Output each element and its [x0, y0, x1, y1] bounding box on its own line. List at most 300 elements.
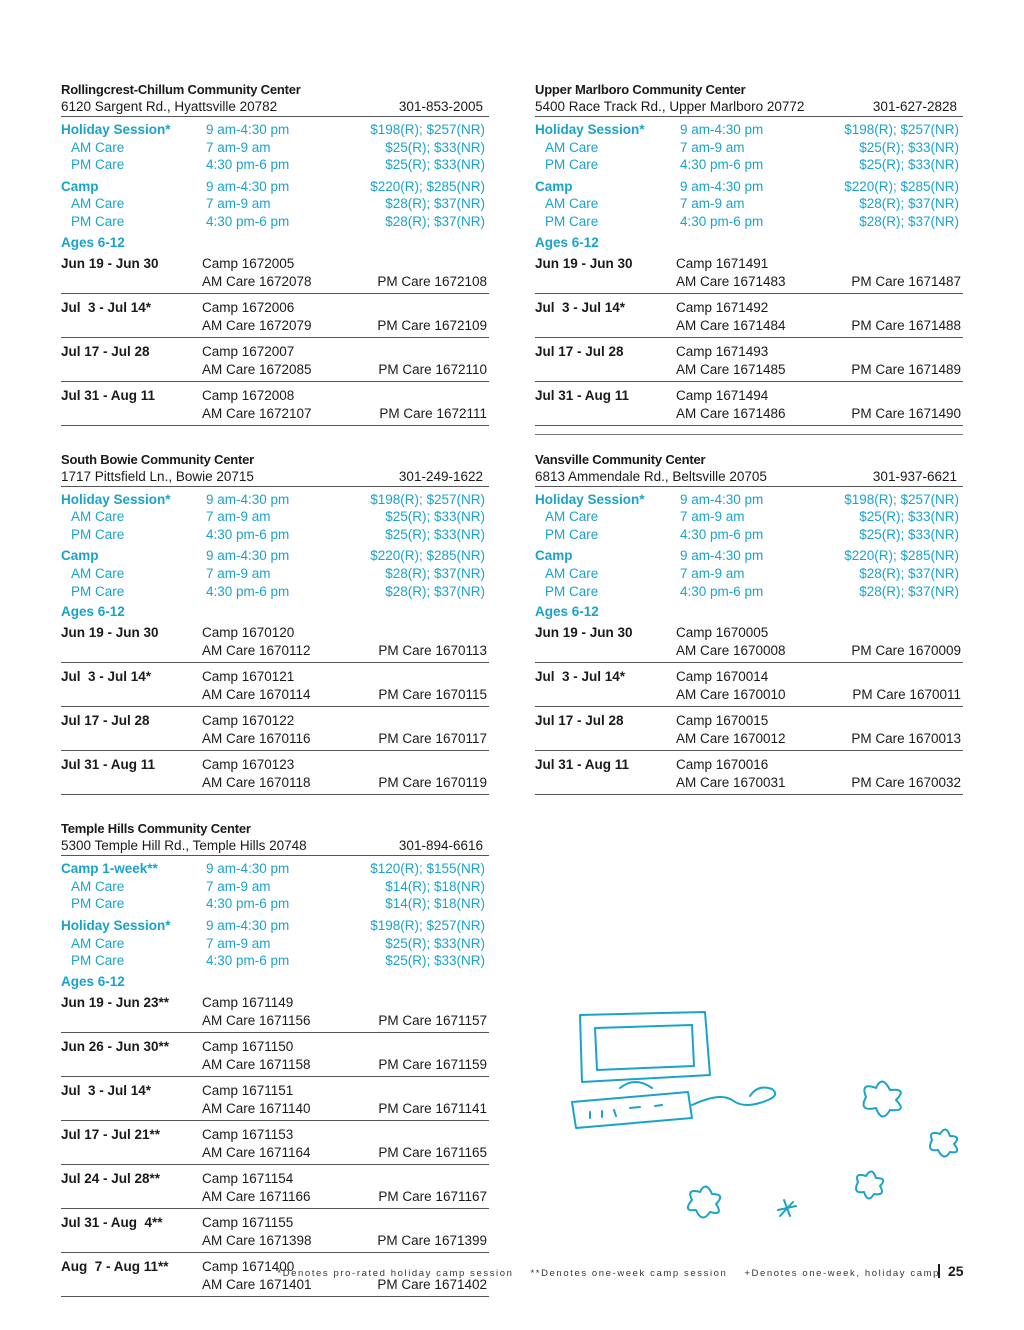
- fee-sub-price: $25(R); $33(NR): [385, 509, 485, 525]
- address-row: [535, 468, 963, 487]
- fee-subrow: [535, 195, 963, 213]
- fee-price: $198(R); $257(NR): [844, 491, 959, 507]
- session-entry: [535, 666, 963, 707]
- fee-sub-price: $28(R); $37(NR): [385, 583, 485, 599]
- session-pm-code: PM Care 1671159: [378, 1056, 487, 1072]
- fee-sub-time: 7 am-9 am: [206, 509, 271, 525]
- fee-sub-label: AM Care: [71, 878, 125, 894]
- session-camp-code: Camp 1672008: [202, 387, 295, 403]
- session-pm-code: PM Care 1671488: [851, 317, 961, 333]
- session-camp-code: Camp 1671400: [202, 1258, 295, 1274]
- fee-subrow: [535, 508, 963, 526]
- session-entry: [61, 754, 489, 795]
- session-dates: Jun 19 - Jun 30: [61, 255, 159, 271]
- session-pm-code: PM Care 1670013: [851, 731, 961, 747]
- session-am-code: AM Care 1670008: [676, 643, 786, 659]
- session-row-care: [535, 774, 963, 792]
- fee-time: 9 am-4:30 pm: [680, 178, 764, 194]
- fee-time: 9 am-4:30 pm: [206, 178, 290, 194]
- fee-row: [61, 491, 489, 509]
- session-entry: [61, 385, 489, 426]
- session-dates: Jul 3 - Jul 14*: [61, 1082, 152, 1098]
- session-pm-code: PM Care 1671141: [378, 1100, 487, 1116]
- session-camp-code: Camp 1671491: [676, 255, 769, 271]
- session-row-care: [61, 1144, 489, 1162]
- session-row-camp: [61, 1214, 489, 1232]
- session-dates: Jul 3 - Jul 14*: [61, 669, 152, 685]
- fee-schedule: [535, 491, 963, 601]
- fee-sub-price: $28(R); $37(NR): [385, 565, 485, 581]
- session-camp-code: Camp 1672006: [202, 299, 295, 315]
- center-phone: 301-627-2828: [872, 99, 957, 114]
- fee-sub-time: 7 am-9 am: [206, 196, 271, 212]
- session-camp-code: Camp 1670120: [202, 625, 295, 641]
- center-name: Rollingcrest-Chillum Community Center: [61, 82, 301, 97]
- session-row-camp: [535, 343, 963, 361]
- session-dates: Jul 17 - Jul 28: [61, 343, 150, 359]
- session-row-camp: [535, 712, 963, 730]
- session-dates-spacer: [535, 730, 676, 748]
- session-camp-code: Camp 1670121: [202, 669, 295, 685]
- session-camp-code: Camp 1671492: [676, 299, 769, 315]
- session-am-code: AM Care 1671485: [676, 361, 786, 377]
- fee-sub-time: 4:30 pm-6 pm: [206, 213, 290, 229]
- fee-time: 9 am-4:30 pm: [206, 122, 290, 137]
- fee-label: Holiday Session*: [61, 491, 171, 507]
- session-am-code: AM Care 1670012: [676, 731, 786, 747]
- session-dates: Jul 3 - Jul 14*: [61, 299, 152, 315]
- fee-sub-time: 7 am-9 am: [206, 878, 271, 894]
- session-row-care: [61, 686, 489, 704]
- session-am-code: AM Care 1670114: [202, 687, 311, 703]
- center-address: 6120 Sargent Rd., Hyattsville 20782: [61, 99, 278, 114]
- fee-price: $198(R); $257(NR): [370, 491, 485, 507]
- session-pm-code: PM Care 1671490: [851, 405, 961, 421]
- fee-schedule: [61, 121, 489, 231]
- session-dates: Jul 17 - Jul 21**: [61, 1126, 161, 1142]
- session-am-code: AM Care 1671166: [202, 1188, 311, 1204]
- session-row-camp: [61, 994, 489, 1012]
- fee-row: [535, 491, 963, 509]
- session-dates: Jun 19 - Jun 30: [61, 625, 159, 641]
- session-dates: Jul 17 - Jul 28: [535, 713, 624, 729]
- session-am-code: AM Care 1670112: [202, 643, 311, 659]
- session-pm-code: PM Care 1672110: [378, 361, 487, 377]
- center-phone: 301-937-6621: [872, 468, 957, 484]
- session-am-code: AM Care 1671398: [202, 1232, 312, 1248]
- fee-sub-time: 4:30 pm-6 pm: [206, 157, 290, 173]
- fee-row: [61, 121, 489, 139]
- session-row-camp: [61, 299, 489, 317]
- session-pm-code: PM Care 1672108: [377, 273, 487, 289]
- session-am-code: AM Care 1671401: [202, 1276, 312, 1292]
- session-dates-spacer: [61, 1100, 202, 1118]
- center-name: Temple Hills Community Center: [61, 821, 251, 837]
- session-row-care: [535, 273, 963, 291]
- fee-price: $120(R); $155(NR): [370, 861, 485, 877]
- session-pm-code: PM Care 1672111: [379, 405, 487, 421]
- fee-sub-label: PM Care: [545, 526, 599, 542]
- fee-sub-time: 4:30 pm-6 pm: [680, 583, 764, 599]
- fee-subrow: [61, 895, 489, 913]
- community-center-section: [535, 452, 963, 796]
- fee-row: [61, 178, 489, 196]
- fee-sub-time: 4:30 pm-6 pm: [680, 526, 764, 542]
- fee-label: Holiday Session*: [61, 122, 171, 137]
- session-row-camp: [61, 387, 489, 405]
- fee-sub-price: $25(R); $33(NR): [859, 139, 959, 155]
- session-row-care: [61, 1188, 489, 1206]
- session-am-code: AM Care 1670031: [676, 775, 786, 791]
- center-address: 5300 Temple Hill Rd., Temple Hills 20748: [61, 838, 307, 854]
- session-dates-spacer: [61, 642, 202, 660]
- footer-note: *Denotes pro-rated holiday camp session **Denotes one-week camp session +Denotes one-week, holiday camp: [277, 1268, 940, 1279]
- session-row-camp: [535, 387, 963, 405]
- fee-label: Camp 1-week**: [61, 861, 158, 877]
- session-row-care: [535, 730, 963, 748]
- session-entry: [61, 1168, 489, 1209]
- community-center-section: [61, 452, 489, 796]
- session-camp-code: Camp 1671151: [202, 1082, 294, 1098]
- session-dates-spacer: [61, 1144, 202, 1162]
- session-row-care: [61, 774, 489, 792]
- fee-sub-time: 4:30 pm-6 pm: [206, 583, 290, 599]
- flower-doodle-4: [688, 1186, 720, 1217]
- center-phone: 301-853-2005: [398, 99, 483, 114]
- session-row-camp: [535, 756, 963, 774]
- flower-doodle-1: [864, 1081, 901, 1116]
- session-entry: [61, 1080, 489, 1121]
- fee-sub-label: PM Care: [71, 896, 125, 912]
- flower-doodle-2: [930, 1129, 957, 1156]
- fee-sub-label: PM Care: [545, 213, 599, 229]
- fee-sub-time: 4:30 pm-6 pm: [680, 157, 764, 173]
- session-dates: Jun 19 - Jun 30: [535, 625, 633, 641]
- session-entry: [535, 710, 963, 751]
- session-row-camp: [61, 343, 489, 361]
- session-camp-code: Camp 1670014: [676, 669, 769, 685]
- session-camp-code: Camp 1672005: [202, 255, 295, 271]
- fee-schedule: [61, 491, 489, 601]
- session-row-camp: [61, 756, 489, 774]
- session-dates-spacer: [61, 730, 202, 748]
- session-row-camp: [535, 668, 963, 686]
- center-phone: 301-894-6616: [398, 838, 483, 854]
- session-row-camp: [61, 712, 489, 730]
- session-dates: Jul 31 - Aug 11: [61, 387, 156, 403]
- session-am-code: AM Care 1670118: [202, 775, 311, 791]
- session-am-code: AM Care 1671156: [202, 1012, 311, 1028]
- session-dates: Jul 31 - Aug 11: [61, 757, 156, 773]
- fee-sub-label: AM Care: [545, 565, 599, 581]
- fee-subrow: [61, 526, 489, 544]
- session-row-care: [61, 1232, 489, 1250]
- session-entry: [535, 385, 963, 426]
- session-dates: Jul 24 - Jul 28**: [61, 1170, 161, 1186]
- fee-subrow: [61, 139, 489, 157]
- fee-sub-price: $25(R); $33(NR): [859, 509, 959, 525]
- fee-time: 9 am-4:30 pm: [680, 491, 764, 507]
- session-camp-code: Camp 1670123: [202, 757, 295, 773]
- session-dates-spacer: [535, 774, 676, 792]
- session-am-code: AM Care 1672085: [202, 361, 312, 377]
- session-dates-spacer: [61, 1012, 202, 1030]
- session-dates-spacer: [61, 1056, 202, 1074]
- fee-price: $220(R); $285(NR): [370, 548, 485, 564]
- session-entry: [61, 297, 489, 338]
- fee-subrow: [535, 565, 963, 583]
- session-row-care: [61, 317, 489, 335]
- session-entry: [61, 622, 489, 663]
- session-am-code: AM Care 1670010: [676, 687, 786, 703]
- fee-sub-price: $25(R); $33(NR): [385, 953, 485, 969]
- session-pm-code: PM Care 1670011: [852, 687, 961, 703]
- session-dates: Jun 26 - Jun 30**: [61, 1038, 170, 1054]
- session-dates: Jul 17 - Jul 28: [535, 343, 624, 359]
- session-dates-spacer: [61, 361, 202, 379]
- ages-label: Ages 6-12: [61, 234, 125, 250]
- session-am-code: AM Care 1671164: [202, 1144, 311, 1160]
- session-dates-spacer: [61, 317, 202, 335]
- fee-sub-label: AM Care: [71, 935, 125, 951]
- screen-doodle: [595, 1025, 694, 1070]
- session-pm-code: PM Care 1670032: [851, 775, 961, 791]
- fee-price: $198(R); $257(NR): [370, 122, 485, 137]
- session-entry: [61, 1212, 489, 1253]
- fee-subrow: [535, 526, 963, 544]
- fee-time: 9 am-4:30 pm: [680, 122, 764, 137]
- fee-row: [535, 178, 963, 196]
- center-name: Upper Marlboro Community Center: [535, 82, 746, 97]
- fee-sub-time: 7 am-9 am: [680, 139, 745, 155]
- center-address: 5400 Race Track Rd., Upper Marlboro 20772: [535, 99, 805, 114]
- ages-label: Ages 6-12: [535, 604, 599, 620]
- fee-price: $198(R); $257(NR): [844, 122, 959, 137]
- session-dates-spacer: [535, 361, 676, 379]
- session-row-camp: [61, 668, 489, 686]
- session-pm-code: PM Care 1671402: [377, 1276, 487, 1292]
- session-dates: Jul 3 - Jul 14*: [535, 669, 626, 685]
- session-dates: Jul 31 - Aug 4**: [61, 1214, 163, 1230]
- ages-label: Ages 6-12: [535, 234, 599, 250]
- session-entry: [61, 710, 489, 751]
- ages-label: Ages 6-12: [61, 604, 125, 620]
- fee-sub-time: 4:30 pm-6 pm: [206, 526, 290, 542]
- session-dates-spacer: [535, 273, 676, 291]
- mouse-cord-doodle: [692, 1088, 775, 1105]
- session-entry: [61, 341, 489, 382]
- session-am-code: AM Care 1672079: [202, 317, 312, 333]
- keyboard-doodle: [572, 1092, 692, 1128]
- session-am-code: AM Care 1671140: [202, 1100, 311, 1116]
- session-dates: Jun 19 - Jun 23**: [61, 994, 170, 1010]
- session-row-care: [535, 405, 963, 423]
- fee-subrow: [535, 583, 963, 601]
- address-row: [61, 98, 489, 117]
- fee-sub-price: $25(R); $33(NR): [859, 157, 959, 173]
- session-pm-code: PM Care 1671487: [851, 273, 961, 289]
- monitor-doodle: [580, 1012, 710, 1082]
- session-row-camp: [535, 255, 963, 273]
- community-center-section: [61, 821, 489, 1297]
- session-dates-spacer: [535, 686, 676, 704]
- session-pm-code: PM Care 1670113: [378, 643, 487, 659]
- fee-subrow: [535, 156, 963, 174]
- center-address: 6813 Ammendale Rd., Beltsville 20705: [535, 468, 767, 484]
- fee-subrow: [61, 195, 489, 213]
- session-dates-spacer: [535, 405, 676, 423]
- fee-sub-price: $28(R); $37(NR): [385, 213, 485, 229]
- fee-time: 9 am-4:30 pm: [206, 548, 290, 564]
- session-pm-code: PM Care 1670009: [851, 643, 961, 659]
- session-entry: [61, 1124, 489, 1165]
- session-camp-code: Camp 1672007: [202, 343, 295, 359]
- fee-price: $198(R); $257(NR): [370, 917, 485, 933]
- fee-sub-time: 7 am-9 am: [680, 196, 745, 212]
- fee-label: Holiday Session*: [535, 491, 645, 507]
- fee-sub-label: PM Care: [71, 583, 125, 599]
- session-entry: [535, 622, 963, 663]
- fee-sub-label: PM Care: [545, 583, 599, 599]
- fee-price: $220(R); $285(NR): [844, 178, 959, 194]
- session-am-code: AM Care 1671484: [676, 317, 786, 333]
- computer-doodle-illustration: [560, 1000, 980, 1250]
- fee-subrow: [61, 508, 489, 526]
- fee-sub-price: $28(R); $37(NR): [859, 213, 959, 229]
- community-center-section: [535, 82, 963, 426]
- session-am-code: AM Care 1672107: [202, 405, 312, 421]
- fee-sub-price: $28(R); $37(NR): [385, 196, 485, 212]
- session-am-code: AM Care 1672078: [202, 273, 312, 289]
- fee-subrow: [61, 935, 489, 953]
- fee-sub-price: $25(R); $33(NR): [385, 139, 485, 155]
- session-dates: Jul 31 - Aug 11: [535, 757, 630, 773]
- session-row-camp: [61, 1082, 489, 1100]
- session-pm-code: PM Care 1672109: [377, 317, 487, 333]
- session-dates: Aug 7 - Aug 11**: [61, 1258, 169, 1274]
- session-am-code: AM Care 1671158: [202, 1056, 311, 1072]
- session-row-camp: [61, 1038, 489, 1056]
- session-pm-code: PM Care 1671399: [377, 1232, 487, 1248]
- session-dates-spacer: [61, 405, 202, 423]
- fee-sub-time: 7 am-9 am: [206, 565, 271, 581]
- center-name: Vansville Community Center: [535, 451, 706, 467]
- session-pm-code: PM Care 1670119: [378, 775, 487, 791]
- session-dates: Jul 31 - Aug 11: [535, 387, 630, 403]
- fee-time: 9 am-4:30 pm: [206, 861, 290, 877]
- session-row-care: [535, 642, 963, 660]
- mouse-pad-doodle: [620, 1082, 652, 1088]
- session-entry: [61, 992, 489, 1033]
- fee-label: Holiday Session*: [61, 917, 171, 933]
- session-am-code: AM Care 1671483: [676, 273, 786, 289]
- session-row-care: [61, 642, 489, 660]
- session-dates: Jul 17 - Jul 28: [61, 713, 150, 729]
- fee-subrow: [61, 565, 489, 583]
- fee-sub-label: AM Care: [545, 509, 599, 525]
- left-column: [61, 82, 489, 1323]
- session-row-care: [61, 1012, 489, 1030]
- session-camp-code: Camp 1671155: [202, 1214, 294, 1230]
- session-dates-spacer: [535, 317, 676, 335]
- session-row-care: [535, 317, 963, 335]
- fee-time: 9 am-4:30 pm: [206, 491, 290, 507]
- session-pm-code: PM Care 1670115: [378, 687, 487, 703]
- session-entry: [535, 754, 963, 795]
- session-dates-spacer: [535, 642, 676, 660]
- session-camp-code: Camp 1671149: [202, 994, 294, 1010]
- fee-schedule: [535, 121, 963, 231]
- fee-price: $220(R); $285(NR): [844, 548, 959, 564]
- community-center-section: [61, 82, 489, 426]
- fee-sub-price: $28(R); $37(NR): [859, 583, 959, 599]
- fee-sub-price: $14(R); $18(NR): [385, 878, 485, 894]
- fee-label: Camp: [535, 548, 573, 564]
- session-camp-code: Camp 1671493: [676, 343, 769, 359]
- session-row-care: [61, 405, 489, 423]
- session-dates: Jun 19 - Jun 30: [535, 255, 633, 271]
- fee-schedule: [61, 860, 489, 970]
- session-camp-code: Camp 1670015: [676, 713, 769, 729]
- address-row: [61, 468, 489, 487]
- fee-sub-label: AM Care: [71, 139, 125, 155]
- session-row-care: [61, 361, 489, 379]
- fee-sub-time: 7 am-9 am: [206, 139, 271, 155]
- session-row-care: [61, 1056, 489, 1074]
- fee-subrow: [535, 213, 963, 231]
- fee-sub-label: AM Care: [545, 139, 599, 155]
- fee-subrow: [61, 583, 489, 601]
- session-pm-code: PM Care 1671489: [851, 361, 961, 377]
- fee-sub-label: AM Care: [71, 565, 125, 581]
- fee-sub-time: 7 am-9 am: [206, 935, 271, 951]
- fee-sub-time: 4:30 pm-6 pm: [206, 953, 290, 969]
- page-number: 25: [938, 1264, 964, 1278]
- session-dates-spacer: [61, 273, 202, 291]
- fee-row: [535, 121, 963, 139]
- section-divider: [535, 434, 963, 435]
- session-camp-code: Camp 1671153: [202, 1126, 294, 1142]
- session-row-camp: [61, 1126, 489, 1144]
- fee-sub-label: PM Care: [71, 157, 125, 173]
- fee-sub-label: AM Care: [71, 196, 125, 212]
- fee-subrow: [535, 139, 963, 157]
- session-pm-code: PM Care 1671157: [378, 1012, 487, 1028]
- fee-subrow: [61, 952, 489, 970]
- session-entry: [535, 297, 963, 338]
- flower-doodle-3: [856, 1171, 883, 1198]
- session-row-camp: [535, 299, 963, 317]
- fee-sub-label: PM Care: [71, 213, 125, 229]
- fee-sub-price: $28(R); $37(NR): [859, 196, 959, 212]
- address-row: [535, 98, 963, 117]
- session-entry: [61, 253, 489, 294]
- fee-sub-label: PM Care: [71, 953, 125, 969]
- fee-sub-time: 7 am-9 am: [680, 509, 745, 525]
- fee-time: 9 am-4:30 pm: [206, 917, 290, 933]
- fee-sub-price: $25(R); $33(NR): [385, 935, 485, 951]
- fee-sub-label: AM Care: [71, 509, 125, 525]
- fee-sub-label: PM Care: [545, 157, 599, 173]
- session-pm-code: PM Care 1670117: [378, 731, 487, 747]
- session-row-care: [61, 730, 489, 748]
- session-am-code: AM Care 1671486: [676, 405, 786, 421]
- fee-label: Camp: [61, 548, 99, 564]
- star-doodle: [778, 1200, 796, 1216]
- fee-sub-time: 7 am-9 am: [680, 565, 745, 581]
- fee-label: Camp: [61, 178, 99, 194]
- fee-sub-price: $25(R); $33(NR): [859, 526, 959, 542]
